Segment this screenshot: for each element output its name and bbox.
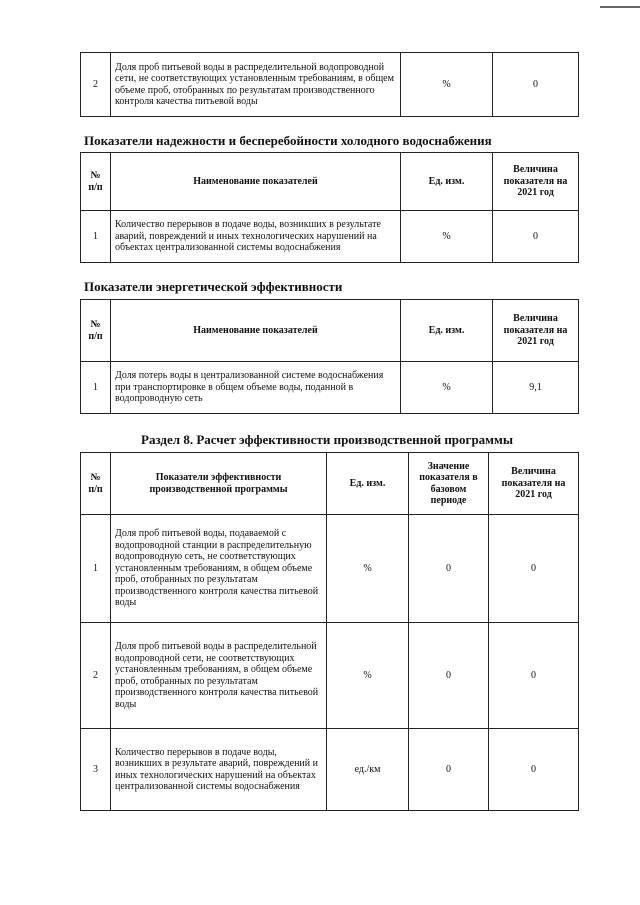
header-row [81,453,579,515]
header-name: Показатели эффективности производственной программы [111,453,327,515]
value-cell: 0 [489,729,579,811]
header-value: Величина показателя на 2021 год [489,453,579,515]
indicator-name: Доля проб питьевой воды в распределительной водопроводной сети, не соответствующих установленным требованиям, в общем объеме проб, отобранных по результатам производственного контроля качества питьевой воды [111,53,401,117]
base-value-cell: 0 [409,623,489,729]
indicator-name: Количество перерывов в подаче воды, возникших в результате аварий, повреждений и иных технологических нарушений на объектах централизованной системы водоснабжения [111,729,327,811]
reliability-table [80,152,579,263]
header-num: № п/п [81,453,111,515]
table-row [81,211,579,263]
value-cell: 0 [489,623,579,729]
row-number: 2 [81,53,111,117]
header-num: № п/п [81,153,111,211]
row-number: 1 [81,515,111,623]
value-cell: 0 [493,53,579,117]
unit-cell: % [401,211,493,263]
unit-cell: % [401,362,493,414]
top-table [80,52,579,117]
table-row [81,729,579,811]
energy-title: Показатели энергетической эффективности [84,279,343,294]
header-row [81,153,579,211]
header-value: Величина показателя на 2021 год [493,153,579,211]
indicator-name: Доля потерь воды в централизованной системе водоснабжения при транспортировке в общем объеме воды, поданной в водопроводную сеть [111,362,401,414]
table-row [81,515,579,623]
base-value-cell: 0 [409,729,489,811]
unit-cell: % [401,53,493,117]
value-cell: 0 [489,515,579,623]
unit-cell: ед./км [327,729,409,811]
header-num: № п/п [81,300,111,362]
scan-edge-mark [600,6,640,8]
header-value: Величина показателя на 2021 год [493,300,579,362]
row-number: 1 [81,211,111,263]
header-unit: Ед. изм. [401,153,493,211]
reliability-title: Показатели надежности и бесперебойности холодного водоснабжения [84,133,492,148]
indicator-name: Доля проб питьевой воды, подаваемой с водопроводной станции в распределительную водопроводную сеть, не соответствующих установленным требованиям, в общем объеме проб, отобранных по результатам производственного контроля качества питьевой воды [111,515,327,623]
indicator-name: Количество перерывов в подаче воды, возникших в результате аварий, повреждений и иных технологических нарушений на объектах централизованной системы водоснабжения [111,211,401,263]
header-unit: Ед. изм. [401,300,493,362]
section8-table [80,452,579,811]
unit-cell: % [327,623,409,729]
row-number: 1 [81,362,111,414]
header-name: Наименование показателей [111,153,401,211]
row-number: 3 [81,729,111,811]
row-number: 2 [81,623,111,729]
value-cell: 0 [493,211,579,263]
indicator-name: Доля проб питьевой воды в распределительной водопроводной сети, не соответствующих установленным требованиям, в общем объеме проб, отобранных по результатам производственного контроля качества питьевой воды [111,623,327,729]
header-row [81,300,579,362]
unit-cell: % [327,515,409,623]
section8-title: Раздел 8. Расчет эффективности производственной программы [141,432,514,447]
value-cell: 9,1 [493,362,579,414]
header-unit: Ед. изм. [327,453,409,515]
header-base: Значение показателя в базовом периоде [409,453,489,515]
header-name: Наименование показателей [111,300,401,362]
table-row [81,53,579,117]
table-row [81,362,579,414]
base-value-cell: 0 [409,515,489,623]
energy-table [80,299,579,414]
table-row [81,623,579,729]
